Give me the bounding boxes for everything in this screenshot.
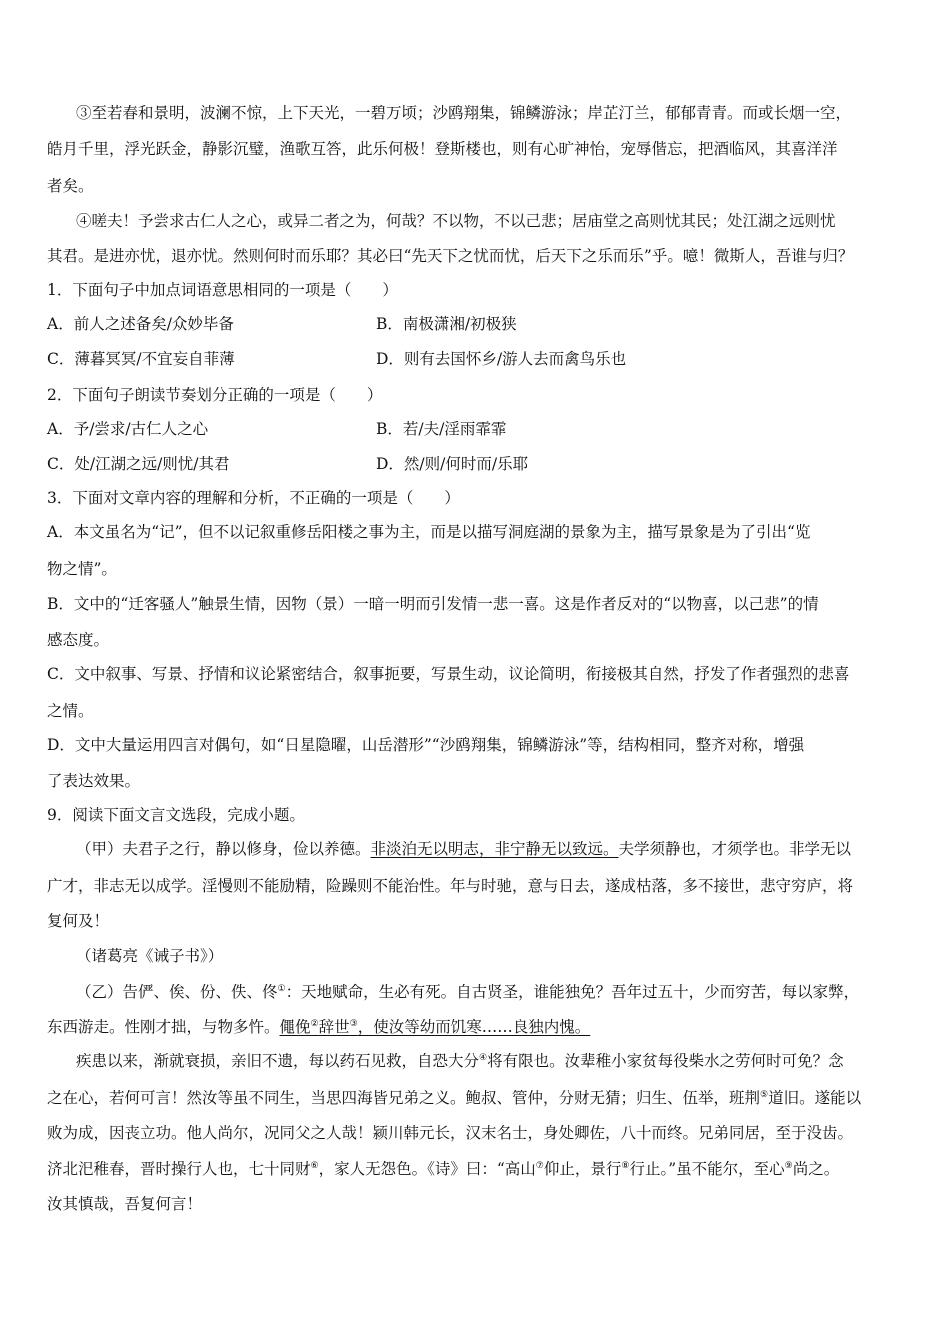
footnote-mark-8: ⑧ <box>621 1160 630 1171</box>
passage-p3-line2: 皓月千里，浮光跃金，静影沉璧，渔歌互答，此乐何极！登斯楼也，则有心旷神怡，宠辱偕忘，把酒临风，其喜洋洋 <box>47 140 838 158</box>
passage-p4-line1: ④嗟夫！予尝求古仁人之心，或异二者之为，何哉？不以物，不以己悲；居庙堂之高则忧其民；处江湖之远则忧 <box>76 212 836 230</box>
q1-option-b: B．南极潇湘/初极狭 <box>376 315 517 333</box>
q3-option-c-line1: C．文中叙事、写景、抒情和议论紧密结合，叙事扼要，写景生动，议论简明，衔接极其自然，抒发了作者强烈的悲喜 <box>47 665 850 683</box>
yi-p2-line2 <box>47 1087 861 1109</box>
q3-option-c-line2: 之情。 <box>47 702 94 720</box>
footnote-mark-7: ⑦ <box>535 1160 544 1171</box>
q2-stem: 2．下面句子朗读节奏划分正确的一项是（ ） <box>47 386 383 404</box>
jia-line1-text: （甲）夫君子之行，静以修身，俭以养德。 <box>76 840 371 858</box>
yi-p2-line4-part3: 仰止，景行 <box>543 1160 622 1178</box>
q2-option-d: D．然/则/何时而/乐耶 <box>376 455 529 473</box>
passage-p4-line2: 其君。是进亦忧，退亦忧。然则何时而乐耶？其必曰“先天下之忧而忧，后天下之乐而乐”乎。噫！微斯人，吾谁与归？ <box>47 247 854 265</box>
yi-p2-line2-tail: 道旧。遂能以 <box>768 1089 862 1107</box>
yi-line1 <box>76 981 859 1003</box>
passage-p3-line1: ③至若春和景明，波澜不惊，上下天光，一碧万顷；沙鸥翔集，锦鳞游泳；岸芷汀兰，郁郁青青。而或长烟一空， <box>76 104 852 122</box>
q3-option-a-line1: A．本文虽名为“记”，但不以记叙重修岳阳楼之事为主，而是以描写洞庭湖的景象为主，描写景象是为了引出“览 <box>47 523 811 541</box>
q1-option-d: D．则有去国怀乡/游人去而禽鸟乐也 <box>376 350 627 368</box>
footnote-mark-1: ① <box>277 983 286 994</box>
yi-p2-line1 <box>76 1050 844 1072</box>
yi-p2-line1-tail: 将有限也。汝辈稚小家贫每役柴水之劳何时可免？念 <box>487 1052 844 1070</box>
footnote-mark-6: ⑥ <box>310 1160 319 1171</box>
q3-option-a-line2: 物之情”。 <box>47 560 117 578</box>
jia-line2: 广才，非志无以成学。淫慢则不能励精，险躁则不能治性。年与时驰，意与日去，遂成枯落，多不接世，悲守穷庐，将 <box>47 877 854 895</box>
q2-option-b: B．若/夫/淫雨霏霏 <box>376 420 507 438</box>
jia-line3: 复何及！ <box>47 912 110 930</box>
yi-underlined-part1: 僶俛 <box>279 1018 311 1036</box>
jia-underlined-sentence: 非淡泊无以明志，非宁静无以致远。 <box>370 840 619 858</box>
q3-option-b-line2: 感态度。 <box>47 631 110 649</box>
yi-p2-line4-part2: ，家人无怨色。《诗》曰：“高山 <box>318 1160 536 1178</box>
passage-p3-line3: 者矣。 <box>47 177 94 195</box>
footnote-mark-4: ④ <box>479 1052 488 1063</box>
yi-line1-tail: ：天地赋命，生必有死。自古贤圣，谁能独免？吾年过五十，少而穷苦，每以家弊， <box>285 983 860 1001</box>
q2-option-c: C．处/江湖之远/则忧/其君 <box>47 455 230 473</box>
footnote-mark-2: ② <box>310 1018 319 1029</box>
q9-stem: 9．阅读下面文言文选段，完成小题。 <box>47 806 305 824</box>
q3-option-b-line1: B．文中的“迁客骚人”触景生情，因物（景）一暗一明而引发情一悲一喜。这是作者反对的“以物喜，以己悲”的情 <box>47 595 819 613</box>
yi-p2-line4-text: 济北汜稚春，晋时操行人也，七十同财 <box>47 1160 311 1178</box>
q1-stem: 1．下面句子中加点词语意思相同的一项是（ ） <box>47 281 398 299</box>
q1-option-c: C．薄暮冥冥/不宜妄自菲薄 <box>47 350 235 368</box>
yi-underlined-sentence <box>280 1018 591 1036</box>
jia-source: （诸葛亮《诫子书》） <box>76 947 224 965</box>
yi-p2-line2-text: 之在心，若何可言！然汝等虽不同生，当思四海皆兄弟之义。鲍叔、管仲，分财无猜；归生、伍举，班荆 <box>47 1089 761 1107</box>
jia-line1-tail: 夫学须静也，才须学也。非学无以 <box>618 840 852 858</box>
footnote-mark-9: ⑨ <box>784 1160 793 1171</box>
yi-line2-text: 东西游走。性刚才拙，与物多忤。 <box>47 1018 280 1036</box>
yi-underlined-part3: ，使汝等幼而饥寒……良独内愧。 <box>357 1018 591 1036</box>
yi-p2-line4-part4: 行止。”虽不能尔，至心 <box>629 1160 785 1178</box>
footnote-mark-5: ⑤ <box>760 1089 769 1100</box>
yi-p2-line4-tail: 尚之。 <box>792 1160 840 1178</box>
yi-p2-line4 <box>47 1158 839 1180</box>
yi-p2-line3: 败为成，因丧立功。他人尚尔，况同父之人哉！颍川韩元长，汉末名士，身处卿佐，八十而终。兄弟同居，至于没齿。 <box>47 1124 854 1142</box>
q3-option-d-line2: 了表达效果。 <box>47 772 141 790</box>
yi-p2-line1-text: 疾患以来，渐就衰损，亲旧不遗，每以药石见救，自恐大分 <box>76 1052 480 1070</box>
q3-stem: 3．下面对文章内容的理解和分析，不正确的一项是（ ） <box>47 489 460 507</box>
q1-option-a: A．前人之述备矣/众妙毕备 <box>47 315 234 333</box>
yi-underlined-part2: 辞世 <box>318 1018 350 1036</box>
yi-line2 <box>47 1016 590 1038</box>
yi-line1-text: （乙）告俨、俟、份、佚、佟 <box>76 983 278 1001</box>
footnote-mark-3: ③ <box>349 1018 358 1029</box>
q2-option-a: A．予/尝求/古仁人之心 <box>47 420 209 438</box>
q3-option-d-line1: D．文中大量运用四言对偶句，如“日星隐曜，山岳潜形”“沙鸥翔集，锦鳞游泳”等，结构相同，整齐对称，增强 <box>47 736 805 754</box>
jia-line1 <box>76 838 851 860</box>
yi-p2-line5: 汝其慎哉，吾复何言！ <box>47 1195 203 1213</box>
